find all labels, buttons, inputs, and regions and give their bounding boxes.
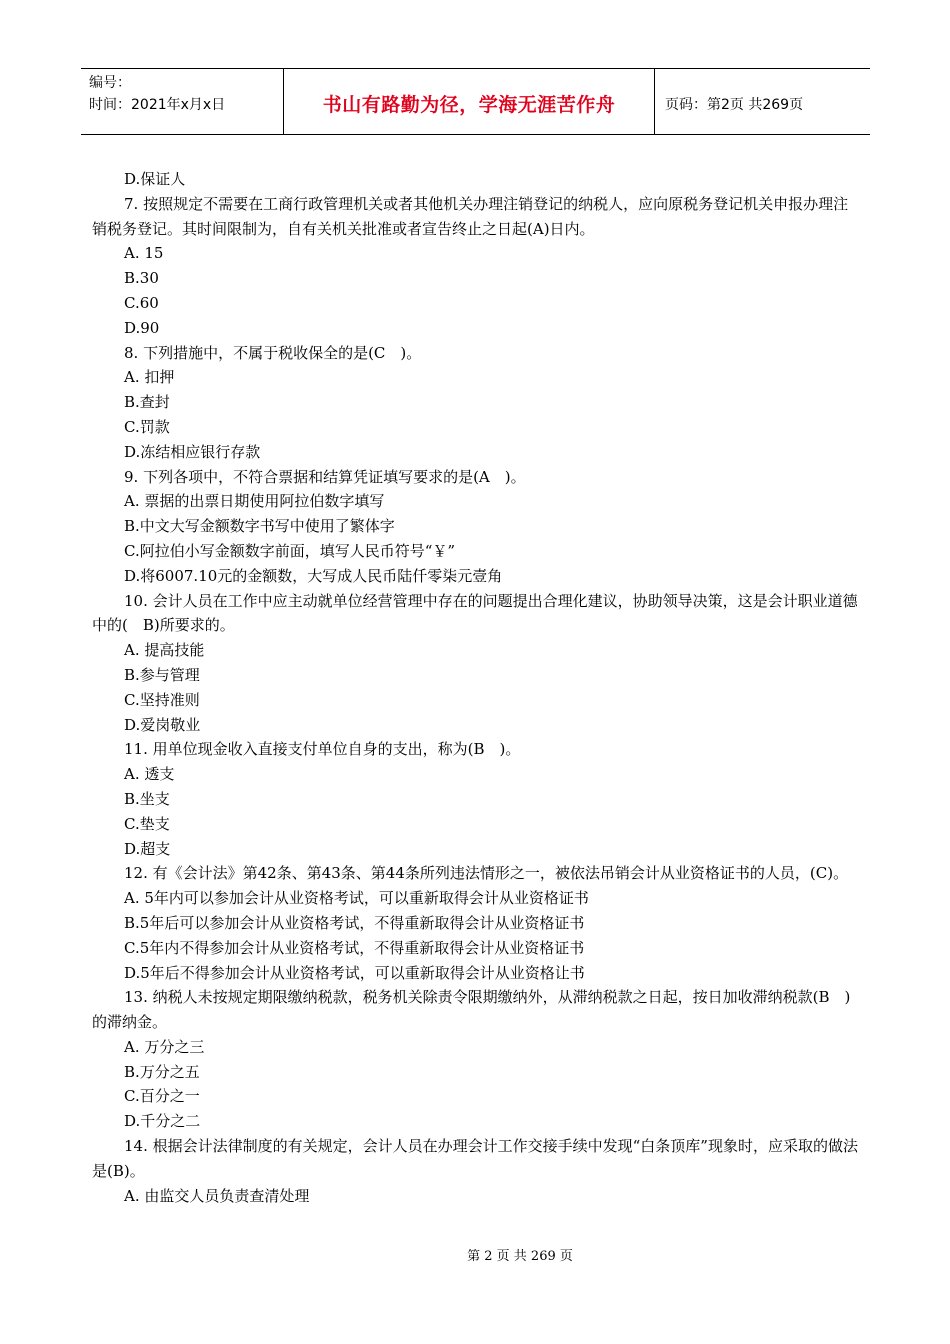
header-meta xyxy=(81,69,283,134)
question-text: 11. 用单位现金收入直接支付单位自身的支出，称为(B )。 xyxy=(124,740,521,759)
answer-option: B.中文大写金额数字书写中使用了繁体字 xyxy=(124,517,395,536)
page-footer: 第 2 页 共 269 页 xyxy=(467,1249,573,1264)
answer-option: C.罚款 xyxy=(124,417,170,436)
answer-option: C.阿拉伯小写金额数字前面，填写人民币符号“￥” xyxy=(124,541,456,560)
answer-option: D.千分之二 xyxy=(124,1112,201,1131)
question-text: 7. 按照规定不需要在工商行政管理机关或者其他机关办理注销登记的纳税人，应向原税务登记机关申报办理注销税务登记。其时间限制为，自有关机关批准或者宣告终止之日起(A)日内。 xyxy=(92,194,849,238)
answer-option: A. 透支 xyxy=(124,765,175,784)
answer-option: C.垫支 xyxy=(124,814,170,833)
number-label: 编号： xyxy=(89,75,131,91)
answer-option: D.冻结相应银行存款 xyxy=(124,442,261,461)
answer-option: D.超支 xyxy=(124,839,171,858)
question-text: 13. 纳税人未按规定期限缴纳税款，税务机关除责令限期缴纳外，从滞纳税款之日起，按日加收滞纳税款(B )的滞纳金。 xyxy=(92,988,851,1032)
page-header xyxy=(81,68,870,135)
answer-option: C.百分之一 xyxy=(124,1087,200,1106)
answer-option: C.5年内不得参加会计从业资格考试，不得重新取得会计从业资格证书 xyxy=(124,938,585,957)
answer-option: D.90 xyxy=(124,318,160,337)
answer-option: A. 15 xyxy=(124,244,164,263)
answer-option: B.5年后可以参加会计从业资格考试，不得重新取得会计从业资格证书 xyxy=(124,913,585,932)
time-label: 时间：2021年x月x日 xyxy=(89,97,226,113)
answer-option: A. 5年内可以参加会计从业资格考试，可以重新取得会计从业资格证书 xyxy=(124,889,589,908)
answer-option: A. 票据的出票日期使用阿拉伯数字填写 xyxy=(124,492,385,511)
question-text: 9. 下列各项中，不符合票据和结算凭证填写要求的是(A )。 xyxy=(124,467,526,486)
answer-option: A. 提高技能 xyxy=(124,641,205,660)
answer-option: D.5年后不得参加会计从业资格考试，可以重新取得会计从业资格让书 xyxy=(124,963,585,982)
header-page-info-cell xyxy=(655,69,870,134)
header-motto-cell xyxy=(283,69,655,134)
answer-option: A. 由监交人员负责查清处理 xyxy=(124,1186,310,1205)
question-text: 14. 根据会计法律制度的有关规定，会计人员在办理会计工作交接手续中发现“白条顶库”现象时，应采取的做法是(B)。 xyxy=(92,1137,858,1180)
answer-option: B.查封 xyxy=(124,393,170,412)
motto: 书山有路勤为径，学海无涯苦作舟 xyxy=(322,94,616,116)
answer-option: B.坐支 xyxy=(124,789,170,808)
answer-option: C.60 xyxy=(124,293,159,312)
question-text: 10. 会计人员在工作中应主动就单位经营管理中存在的问题提出合理化建议，协助领导决策，这是会计职业道德中的( B)所要求的。 xyxy=(92,591,858,635)
answer-option: B.万分之五 xyxy=(124,1062,200,1081)
answer-option: D.保证人 xyxy=(124,170,186,188)
page-info: 页码：第2页 共269页 xyxy=(665,96,804,113)
question-text: 8. 下列措施中，不属于税收保全的是(C )。 xyxy=(124,343,422,362)
answer-option: D.爱岗敬业 xyxy=(124,715,201,734)
answer-option: B.参与管理 xyxy=(124,665,200,684)
answer-option: D.将6007.10元的金额数，大写成人民币陆仟零柒元壹角 xyxy=(124,566,503,585)
question-text: 12. 有《会计法》第42条、第43条、第44条所列违法情形之一，被依法吊销会计从业资格证书的人员，(C)。 xyxy=(124,864,849,883)
answer-option: B.30 xyxy=(124,269,159,288)
document-body xyxy=(92,167,862,1208)
answer-option: C.坚持准则 xyxy=(124,690,200,709)
answer-option: A. 万分之三 xyxy=(124,1037,205,1056)
answer-option: A. 扣押 xyxy=(124,368,175,387)
